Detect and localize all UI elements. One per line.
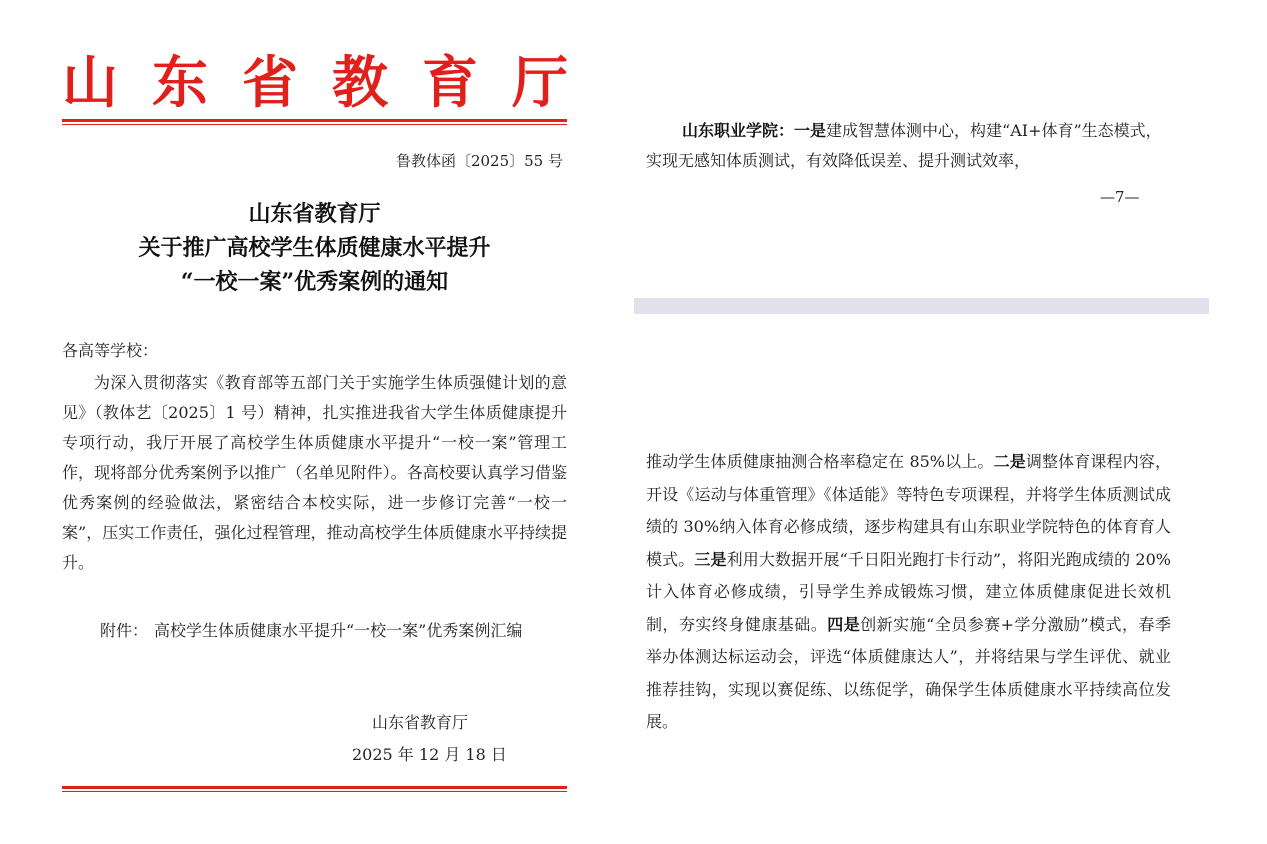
letterhead [62,52,568,116]
title-line-2: 关于推广高校学生体质健康水平提升 [138,235,491,261]
page-number: —7— [1100,188,1140,206]
letterhead-char: 山 [62,51,118,116]
second-label: 二是 [993,452,1026,471]
title-line-3: “一校一案”优秀案例的通知 [180,269,449,295]
letterhead-char: 厅 [512,51,568,116]
body-part-4: 创新实施“全员参赛+学分激励”模式，春季举办体测达标运动会，评选“体质健康达人”，并将结果与学生评优、就业推荐挂钩，实现以赛促练、以练促学，确保学生体质健康水平持续高位发展。 [646,614,1171,731]
intro-text: 建成智慧体测中心，构建“AI+体育”生态模式，实现无感知体质测试，有效降低误差、提升测试效率， [646,121,1162,170]
letterhead-rule-thick [62,119,567,122]
attachment-label: 附件： [100,621,149,640]
school-name: 山东职业学院： [682,121,795,140]
notice-body: 为深入贯彻落实《教育部等五部门关于实施学生体质强健计划的意见》（教体艺〔2025〕1 号）精神，扎实推进我省大学生体质健康提升专项行动，我厅开展了高校学生体质健康水平提升“一校一案”管理工作，现将部分优秀案例予以推广（名单见附件）。各高校要认真学习借鉴优秀案例的经验做法，紧密结合本校实际，进一步修订完善“一校一案”，压实工作责任，强化过程管理，推动高校学生体质健康水平持续提升。 [62,373,567,572]
body-part-3: 利用大数据开展“千日阳光跑打卡行动”，将阳光跑成绩的 20%计入体育必修成绩，引导学生养成锻炼习惯，建立体质健康促进长效机制，夯实终身健康基础。 [646,549,1171,634]
attachment-text: 高校学生体质健康水平提升“一校一案”优秀案例汇编 [154,621,523,640]
fourth-label: 四是 [827,614,861,634]
footer-rule-thick [62,786,567,789]
page-separator [634,298,1209,314]
body-part-2: 调整体育课程内容，开设《运动与体重管理》《体适能》等特色专项课程，并将学生体质测试成绩的 30%纳入体育必修成绩，逐步构建具有山东职业学院特色的体育育人模式。 [646,452,1171,569]
document-number: 鲁教体函〔2025〕55 号 [395,152,563,170]
letterhead-char: 育 [422,51,478,116]
page7-intro [646,116,1171,176]
letterhead-rule-thin [62,124,567,125]
page8-body [646,446,1171,739]
third-label: 三是 [694,549,727,569]
letterhead-char: 省 [242,51,298,116]
body-part-1: 推动学生体质健康抽测合格率稳定在 85%以上。 [646,452,994,471]
sign-date: 2025 年 12 月 18 日 [352,745,507,764]
signer: 山东省教育厅 [372,713,469,732]
salutation: 各高等学校： [62,341,159,360]
footer-rule-thin [62,791,567,792]
letterhead-char: 东 [152,51,208,116]
first-label: 一是 [794,121,827,140]
title-line-1: 山东省教育厅 [248,201,381,227]
letterhead-char: 教 [332,51,388,116]
